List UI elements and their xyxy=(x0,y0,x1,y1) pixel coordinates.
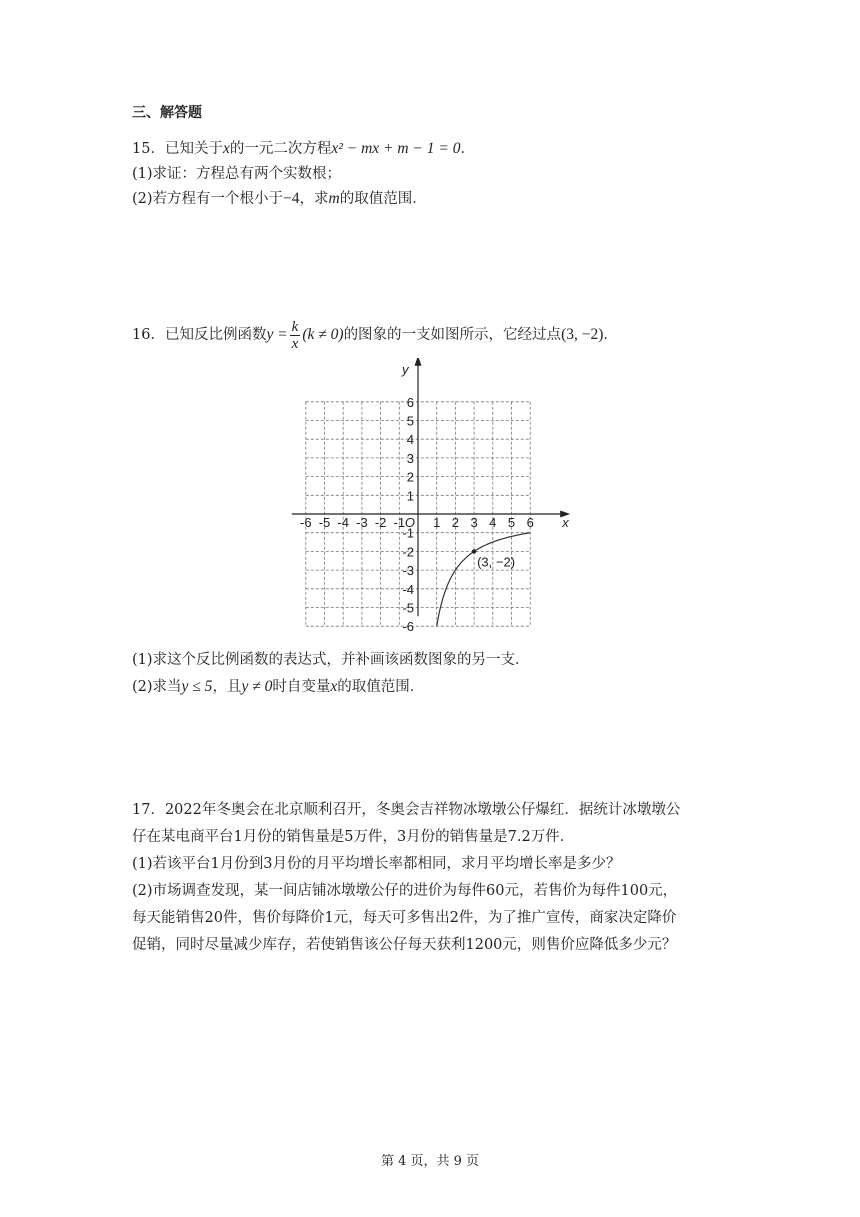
q16-part2: (2)求当y ≤ 5，且y ≠ 0时自变量x的取值范围． xyxy=(132,678,425,695)
q16-part1: (1)求这个反比例函数的表达式，并补画该函数图象的另一支． xyxy=(132,652,530,668)
y-tick-label: -6 xyxy=(402,619,414,635)
x-tick-label: -6 xyxy=(300,515,312,530)
y-tick-label: 2 xyxy=(406,469,414,485)
q17-part2-line3: 促销，同时尽量减少库存，若使销售该公仔每天获利1200元，则售价应降低多少元？ xyxy=(132,937,677,953)
x-tick-label: -4 xyxy=(337,515,349,530)
point-3-neg2 xyxy=(472,549,476,553)
y-tick-label: 4 xyxy=(406,432,414,448)
hyperbola-branch xyxy=(437,533,531,627)
q15-part1: (1)求证：方程总有两个实数根； xyxy=(132,166,342,182)
origin-label: O xyxy=(404,515,415,530)
y-tick-label: -1 xyxy=(402,525,414,541)
q17-part2-line2: 每天能销售20件，售价每降价1元，每天可多售出2件，为了推广宣传，商家决定降价 xyxy=(132,910,677,926)
x-tick-label: -1 xyxy=(393,515,406,530)
point-label: (3, −2) xyxy=(477,554,516,570)
y-tick-label: -5 xyxy=(402,600,414,616)
y-axis-arrow xyxy=(415,358,422,366)
function-graph xyxy=(280,358,580,638)
x-tick-label: 4 xyxy=(489,515,497,530)
page-footer: 第 4 页，共 9 页 xyxy=(380,1154,480,1169)
y-tick-label: 3 xyxy=(406,450,414,466)
q16-intro: 16．已知反比例函数y = $\frac{k}{x}$ (k ≠ 0)的图象的一支如图所示，它经过点(3, −2)． xyxy=(132,318,618,352)
q17-line1: 17．2022年冬奥会在北京顺利召开，冬奥会吉祥物冰墩墩公仔爆红．据统计冰墩墩公 xyxy=(132,802,681,818)
q16-fraction: $\frac{k}{x}$ xyxy=(291,318,299,352)
y-tick-label: -2 xyxy=(402,544,414,560)
q17-line2: 仔在某电商平台1月份的销售量是5万件，3月份的销售量是7.2万件． xyxy=(132,829,575,845)
x-tick-label: -3 xyxy=(356,515,368,530)
q15-intro: 15．已知关于x的一元二次方程x² − mx + m − 1 = 0． xyxy=(132,140,475,157)
x-tick-label: 6 xyxy=(526,515,534,530)
q17-part1: (1)若该平台1月份到3月份的月平均增长率都相同，求月平均增长率是多少？ xyxy=(132,856,621,872)
x-tick-label: 1 xyxy=(433,515,441,530)
x-tick-label: 5 xyxy=(507,515,516,530)
graph-axes xyxy=(292,358,570,616)
y-tick-label: 1 xyxy=(406,488,414,504)
x-tick-label: 3 xyxy=(470,515,478,530)
x-tick-label: 2 xyxy=(451,515,460,530)
x-tick-label: -2 xyxy=(374,515,387,530)
y-axis-label: y xyxy=(402,361,409,377)
y-tick-label: 5 xyxy=(406,413,414,429)
x-tick-label: -5 xyxy=(318,515,331,530)
y-tick-label: -3 xyxy=(402,563,414,579)
y-tick-label: -4 xyxy=(402,581,414,597)
section-title: 三、解答题 xyxy=(132,105,202,121)
q15-equation: x² − mx + m − 1 = 0 xyxy=(331,140,461,157)
q15-part2: (2)若方程有一个根小于−4，求m的取值范围． xyxy=(132,190,427,207)
q17-part2-line1: (2)市场调查发现，某一间店铺冰墩墩公仔的进价为每件60元，若售价为每件100元， xyxy=(132,883,678,899)
y-tick-label: 6 xyxy=(406,394,414,410)
x-axis-label: x xyxy=(562,515,569,530)
